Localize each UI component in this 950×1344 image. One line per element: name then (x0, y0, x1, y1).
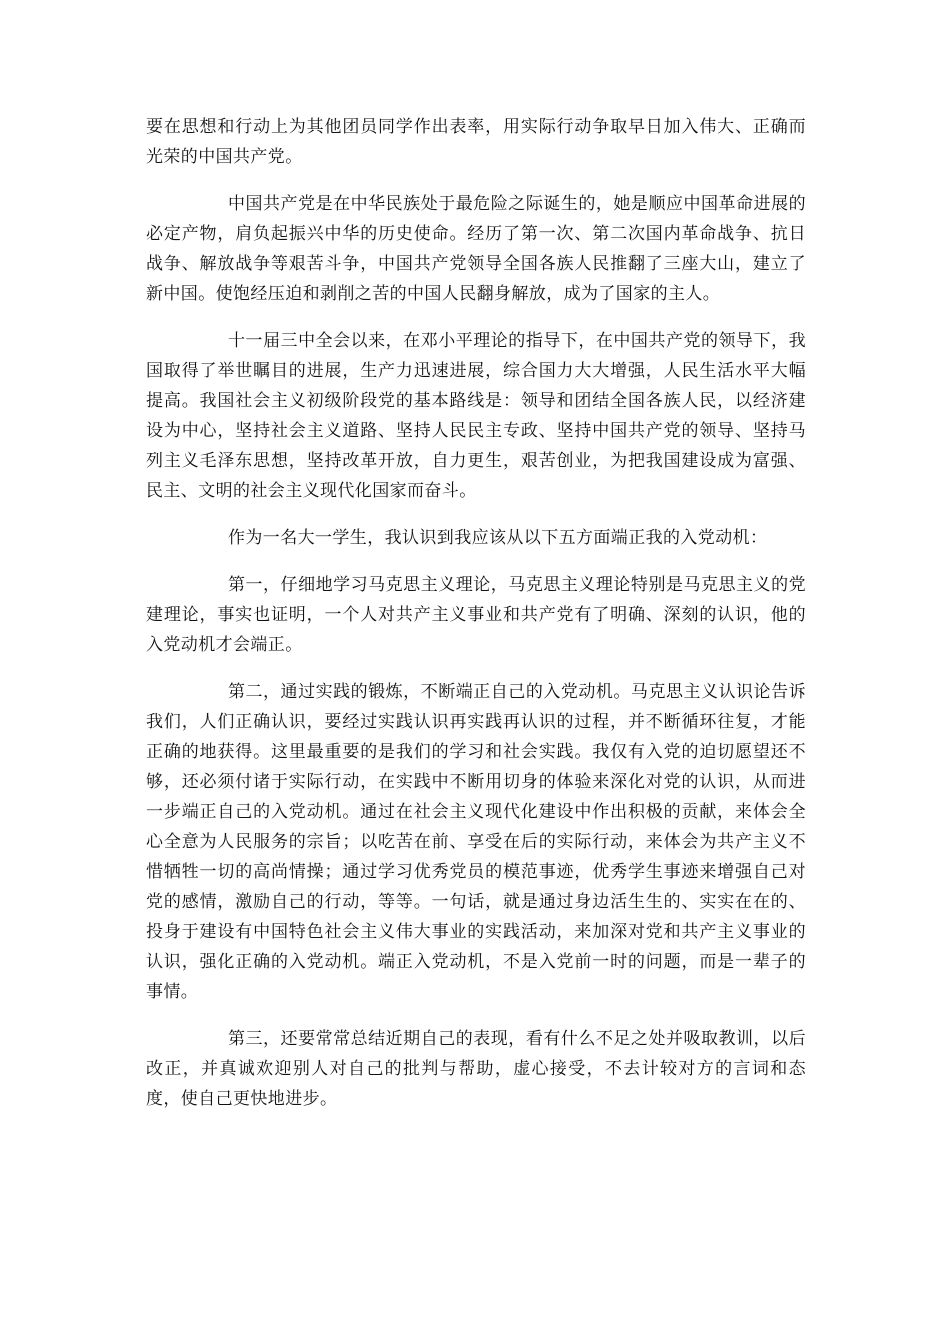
paragraph-reform-progress: 十一届三中全会以来，在邓小平理论的指导下，在中国共产党的领导下，我国取得了举世瞩目的进展，生产力迅速进展，综合国力大大增强，人民生活水平大幅提高。我国社会主义初级阶段党的基本路线是：领导和团结全国各族人民，以经济建设为中心，坚持社会主义道路、坚持人民民主专政、坚持中国共产党的领导、坚持马列主义毛泽东思想，坚持改革开放，自力更生，艰苦创业，为把我国建设成为富强、民主、文明的社会主义现代化国家而奋斗。 (146, 331, 806, 501)
document-body (146, 112, 806, 1131)
paragraph-point-two: 第二，通过实践的锻炼，不断端正自己的入党动机。马克思主义认识论告诉我们，人们正确认识，要经过实践认识再实践再认识的过程，并不断循环往复，才能正确的地获得。这里最重要的是我们的学习和社会实践。我仅有入党的迫切愿望还不够，还必须付诸于实际行动，在实践中不断用切身的体验来深化对党的认识，从而进一步端正自己的入党动机。通过在社会主义现代化建设中作出积极的贡献，来体会全心全意为人民服务的宗旨；以吃苦在前、享受在后的实际行动，来体会为共产主义不惜牺牲一切的高尚情操；通过学习优秀党员的模范事迹，优秀学生事迹来增强自己对党的感情，激励自己的行动，等等。一句话，就是通过身边活生生的、实实在在的、投身于建设有中国特色社会主义伟大事业的实践活动，来加深对党和共产主义事业的认识，强化正确的入党动机。端正入党动机，不是入党前一时的问题，而是一辈子的事情。 (146, 682, 806, 1002)
paragraph-point-three: 第三，还要常常总结近期自己的表现，看有什么不足之处并吸取教训，以后改正，并真诚欢迎别人对自己的批判与帮助，虚心接受，不去计较对方的言词和态度，使自己更快地进步。 (146, 1029, 806, 1109)
paragraph-continuation: 要在思想和行动上为其他团员同学作出表率，用实际行动争取早日加入伟大、正确而光荣的中国共产党。 (146, 117, 806, 167)
paragraph-point-one: 第一，仔细地学习马克思主义理论，马克思主义理论特别是马克思主义的党建理论，事实也证明，一个人对共产主义事业和共产党有了明确、深刻的认识，他的入党动机才会端正。 (146, 575, 806, 655)
paragraph-five-aspects-intro: 作为一名大一学生，我认识到我应该从以下五方面端正我的入党动机： (228, 528, 768, 548)
paragraph-party-history: 中国共产党是在中华民族处于最危险之际诞生的，她是顺应中国革命进展的必定产物，肩负起振兴中华的历史使命。经历了第一次、第二次国内革命战争、抗日战争、解放战争等艰苦斗争，中国共产党领导全国各族人民推翻了三座大山，建立了新中国。使饱经压迫和剥削之苦的中国人民翻身解放，成为了国家的主人。 (146, 194, 806, 304)
